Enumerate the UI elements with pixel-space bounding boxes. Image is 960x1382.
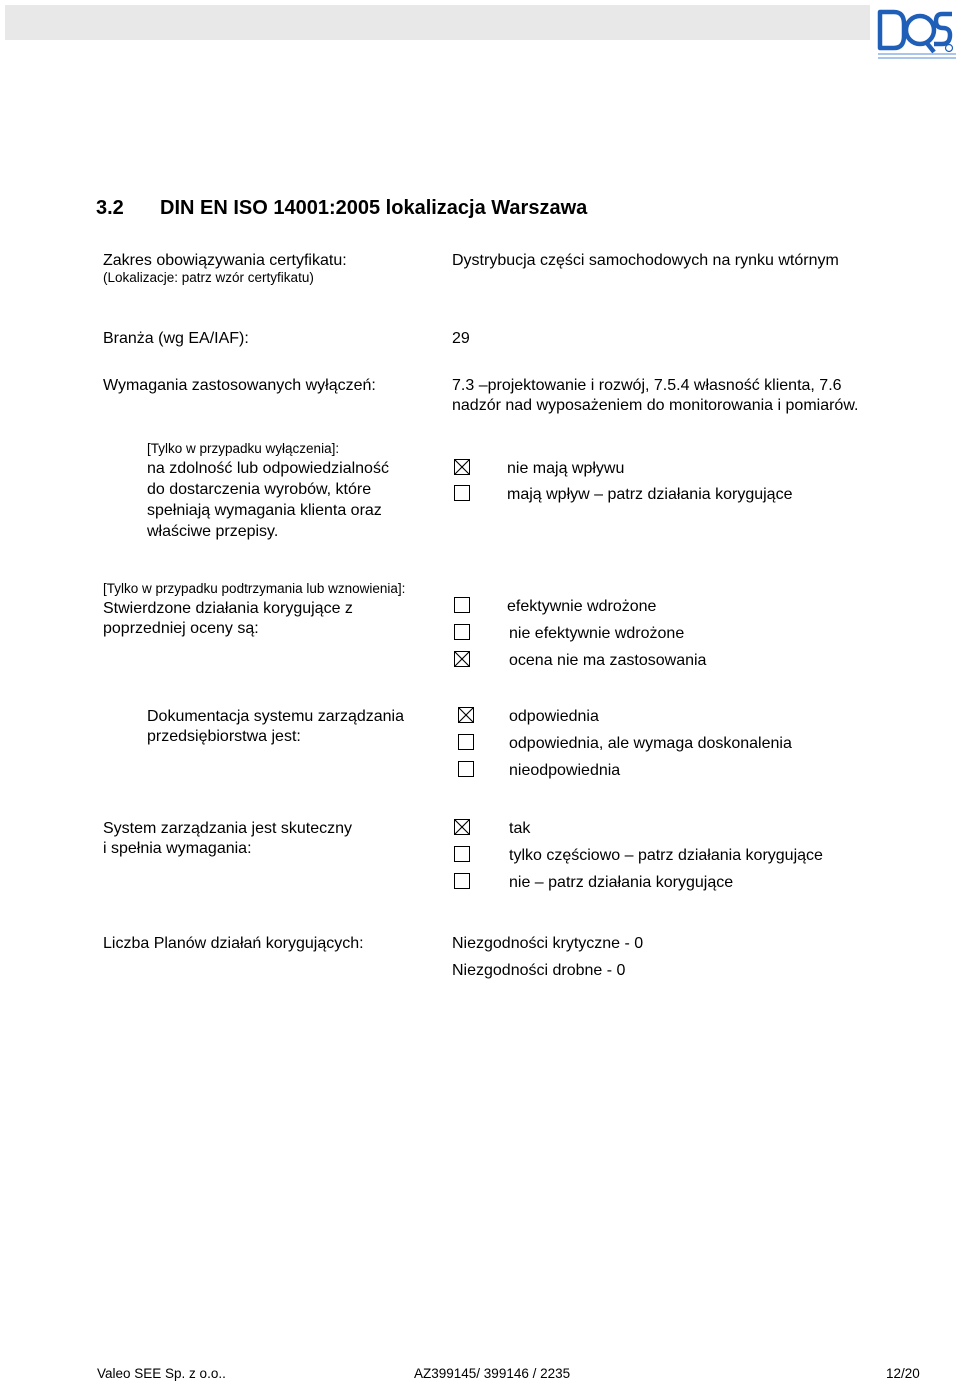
exclusion-text-line3: spełniają wymagania klienta oraz: [147, 502, 382, 519]
documentation-text-line1: Dokumentacja systemu zarządzania: [147, 708, 405, 725]
checkbox-effectiveness-no[interactable]: [454, 873, 470, 889]
documentation-option-inadequate: nieodpowiednia: [509, 762, 621, 779]
scope-sublabel: (Lokalizacje: patrz wzór certyfikatu): [103, 270, 314, 285]
checkbox-documentation-needs-improvement[interactable]: [458, 734, 474, 750]
exclusions-value-line1: 7.3 –projektowanie i rozwój, 7.5.4 własność klienta, 7.6: [452, 377, 842, 394]
scope-value: Dystrybucja części samochodowych na rynku wtórnym: [452, 252, 839, 269]
exclusions-value-line2: nadzór nad wyposażeniem do monitorowania i pomiarów.: [452, 397, 859, 414]
checkbox-documentation-inadequate[interactable]: [458, 761, 474, 777]
checkbox-corrective-not-effective[interactable]: [454, 624, 470, 640]
checkbox-effectiveness-partial[interactable]: [454, 846, 470, 862]
section-title: DIN EN ISO 14001:2005 lokalizacja Warszawa: [160, 197, 588, 219]
effectiveness-option-partial: tylko częściowo – patrz działania korygujące: [509, 847, 823, 864]
checkbox-exclusion-impact[interactable]: [454, 485, 470, 501]
dqs-logo: [876, 4, 958, 62]
plans-minor: Niezgodności drobne - 0: [452, 962, 626, 979]
checkmark-cross-icon: [459, 708, 473, 722]
corrective-text-line1: Stwierdzone działania korygujące z: [103, 600, 353, 617]
checkbox-corrective-effective[interactable]: [454, 597, 470, 613]
exclusion-option-no-impact: nie mają wpływu: [507, 460, 625, 477]
footer-reference: AZ399145/ 399146 / 2235: [414, 1366, 571, 1381]
corrective-option-not-applicable: ocena nie ma zastosowania: [509, 652, 707, 669]
footer-company: Valeo SEE Sp. z o.o..: [97, 1366, 226, 1381]
section-number: 3.2: [96, 197, 124, 219]
exclusion-option-impact: mają wpływ – patrz działania korygujące: [507, 486, 793, 503]
effectiveness-option-yes: tak: [509, 820, 531, 837]
footer-page-number: 12/20: [886, 1366, 920, 1381]
corrective-note: [Tylko w przypadku podtrzymania lub wznowienia]:: [103, 581, 406, 596]
effectiveness-text-line1: System zarządzania jest skuteczny: [103, 820, 352, 837]
checkmark-cross-icon: [455, 460, 469, 474]
checkmark-cross-icon: [455, 820, 469, 834]
industry-label: Branża (wg EA/IAF):: [103, 330, 249, 347]
effectiveness-text-line2: i spełnia wymagania:: [103, 840, 252, 857]
exclusion-text-line4: właściwe przepisy.: [147, 523, 279, 540]
corrective-text-line2: poprzedniej oceny są:: [103, 620, 259, 637]
documentation-option-adequate: odpowiednia: [509, 708, 599, 725]
exclusion-note: [Tylko w przypadku wyłączenia]:: [147, 441, 340, 456]
checkbox-documentation-adequate[interactable]: [458, 707, 474, 723]
exclusions-label: Wymagania zastosowanych wyłączeń:: [103, 377, 376, 394]
documentation-text-line2: przedsiębiorstwa jest:: [147, 728, 301, 745]
plans-critical: Niezgodności krytyczne - 0: [452, 935, 644, 952]
header-bar: [5, 5, 870, 40]
corrective-option-not-effective: nie efektywnie wdrożone: [509, 625, 685, 642]
checkmark-cross-icon: [455, 652, 469, 666]
corrective-option-effective: efektywnie wdrożone: [507, 598, 657, 615]
documentation-option-needs-improvement: odpowiednia, ale wymaga doskonalenia: [509, 735, 792, 752]
checkbox-exclusion-no-impact[interactable]: [454, 459, 470, 475]
exclusion-text-line1: na zdolność lub odpowiedzialność: [147, 460, 389, 477]
checkbox-effectiveness-yes[interactable]: [454, 819, 470, 835]
industry-value: 29: [452, 330, 470, 347]
checkbox-corrective-not-applicable[interactable]: [454, 651, 470, 667]
scope-label: Zakres obowiązywania certyfikatu:: [103, 252, 347, 269]
exclusion-text-line2: do dostarczenia wyrobów, które: [147, 481, 372, 498]
effectiveness-option-no: nie – patrz działania korygujące: [509, 874, 734, 891]
plans-label: Liczba Planów działań korygujących:: [103, 935, 364, 952]
